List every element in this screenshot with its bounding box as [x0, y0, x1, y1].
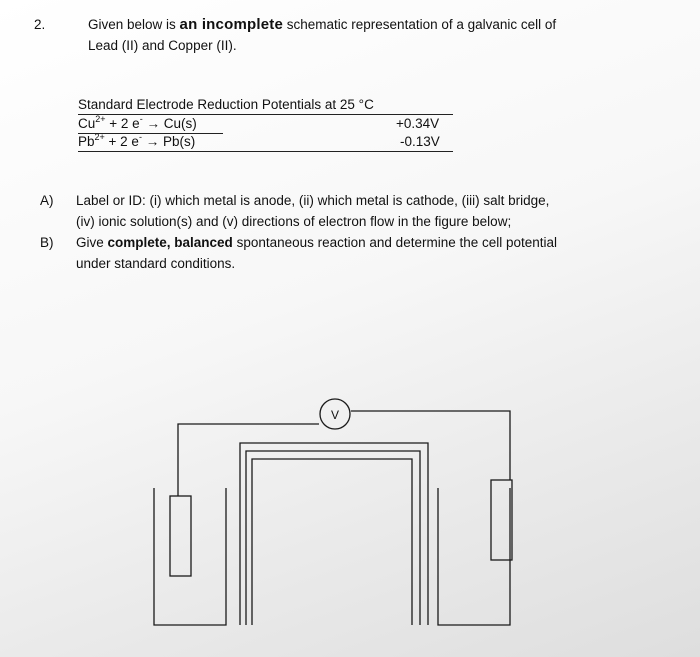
intro-emphasis: an incomplete	[179, 16, 284, 33]
salt-bridge-outer	[240, 443, 428, 625]
part-b-line-2: under standard conditions.	[76, 256, 236, 271]
pb-arrow: →	[141, 134, 163, 149]
cu-ion: Cu	[78, 116, 96, 131]
left-electrode	[170, 496, 191, 576]
pb-product: Pb(s)	[162, 134, 196, 149]
right-beaker	[438, 488, 510, 625]
part-b-label: B)	[40, 235, 54, 250]
external-wire	[178, 411, 510, 496]
left-beaker	[154, 488, 226, 625]
salt-bridge-middle	[246, 451, 420, 625]
right-electrode	[491, 480, 512, 560]
cu-arrow: →	[142, 116, 164, 131]
part-a-label: A)	[40, 193, 54, 208]
table-title: Standard Electrode Reduction Potentials at 25 °C	[78, 97, 374, 112]
part-a-line-1: Label or ID: (i) which metal is anode, (ii) which metal is cathode, (iii) salt bridge,	[76, 193, 550, 208]
pb-electrons: + 2 e	[104, 134, 139, 149]
pb-electron-sign: -	[138, 132, 142, 142]
part-a-line-2: (iv) ionic solution(s) and (v) directions of electron flow in the figure below;	[76, 214, 512, 229]
voltmeter-label: V	[330, 408, 340, 422]
question-intro-line-2: Lead (II) and Copper (II).	[88, 38, 237, 53]
table-row-pb-potential: -0.13V	[400, 134, 440, 149]
part-b-text-1: Give	[76, 235, 108, 250]
intro-text-2: schematic representation of a galvanic cell of	[283, 17, 557, 32]
part-b-text-2: spontaneous reaction and determine the cell potential	[232, 235, 558, 250]
salt-bridge-inner	[252, 459, 412, 625]
intro-text-1: Given below is	[88, 17, 180, 32]
cu-electron-sign: -	[139, 114, 143, 124]
question-number: 2.	[34, 17, 46, 32]
table-row-cu-potential: +0.34V	[396, 116, 440, 131]
cu-product: Cu(s)	[163, 116, 197, 131]
cu-charge: 2+	[95, 114, 106, 124]
part-b-emphasis: complete, balanced	[107, 235, 233, 250]
cu-electrons: + 2 e	[105, 116, 140, 131]
pb-ion: Pb	[78, 134, 95, 149]
pb-charge: 2+	[94, 132, 105, 142]
